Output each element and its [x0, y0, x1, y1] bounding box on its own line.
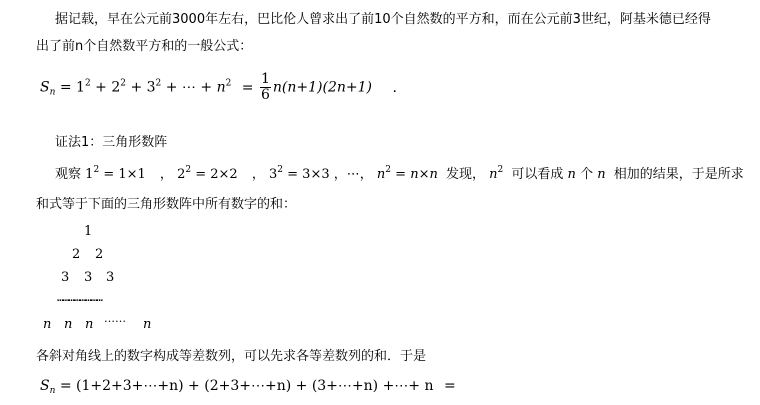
- observation-line-2: 和式等于下面的三角形数阵中所有数字的和：: [36, 197, 297, 212]
- exp: 2: [277, 165, 284, 175]
- formula-equals: =: [59, 79, 72, 96]
- n: n: [567, 167, 576, 182]
- etc-text: ，⋯，: [333, 167, 373, 182]
- n: n: [489, 167, 498, 182]
- term-1: 1: [76, 79, 85, 96]
- exp: 2: [185, 165, 192, 175]
- plus: +: [165, 79, 178, 96]
- formula-body: = (1+2+3+⋯+n) + (2+3+⋯+n) + (3+⋯+n) +⋯+ n: [59, 378, 434, 394]
- found-text: 发现，: [445, 167, 485, 182]
- formula-trailing-equals: =: [443, 378, 456, 394]
- triangle-cell: 3: [84, 270, 93, 285]
- exp: 2: [385, 165, 392, 175]
- exp: 2: [120, 78, 126, 89]
- triangle-cell: 2: [72, 247, 81, 262]
- triangle-cell: n: [85, 317, 94, 332]
- formula-s: S: [40, 378, 50, 394]
- fraction-numerator: 1: [260, 71, 270, 87]
- intro-line-1: 据记载，早在公元前3000年左右，巴比伦人曾求出了前10个自然数的平方和，而在公元前3世纪，阿基米德已经得: [55, 12, 711, 27]
- plus: +: [200, 79, 213, 96]
- exp: 2: [225, 78, 232, 89]
- diagonal-sentence: 各斜对角线上的数字构成等差数列，可以先求各等差数列的和．于是: [36, 349, 427, 364]
- triangle-cell: 3: [61, 270, 70, 285]
- observe-text: 观察: [55, 167, 82, 182]
- term-n: n: [216, 79, 226, 96]
- can-view-text: 可以看成: [511, 167, 564, 182]
- eq3-lhs: 3: [269, 167, 278, 182]
- formula-expanded-sum: [40, 378, 456, 394]
- eq3-rhs: = 3×3: [287, 167, 330, 182]
- plus: +: [95, 79, 107, 96]
- n: n: [376, 167, 386, 182]
- eq2-rhs: = 2×2: [195, 167, 238, 182]
- triangle-cell: n: [64, 317, 73, 332]
- exp: 2: [84, 78, 91, 89]
- term-2: 2: [111, 79, 121, 96]
- triangle-cell: 2: [95, 247, 104, 262]
- formula-s-subscript: n: [49, 386, 56, 396]
- triangle-cell: n: [43, 317, 52, 332]
- triangle-cell: 3: [106, 270, 115, 285]
- plus: +: [130, 79, 143, 96]
- eq1-lhs: 1: [85, 167, 94, 182]
- count-text: 个: [580, 167, 594, 182]
- observation-line-1: 观察 $1^2 = 1\times 1$ ， $2^2 = 2\times 2$ ， $3^2 = 3\times 3$ ，⋯， $n^2 = n\times n$ 发现， $n^2$ 可以看成 n 个 n 相加的结果，于是所求: [55, 165, 744, 182]
- formula-product: n(n+1)(2n+1): [272, 79, 372, 96]
- term-3: 3: [146, 79, 156, 96]
- formula-s: S: [40, 79, 50, 96]
- exp: 2: [497, 165, 504, 175]
- exp: 2: [155, 78, 162, 89]
- triangle-cell: n: [143, 317, 152, 332]
- fraction-one-sixth: [260, 72, 271, 103]
- fraction-denominator: 6: [260, 87, 270, 103]
- formula-equals-2: =: [241, 79, 254, 96]
- intro-line-2: 出了前n个自然数平方和的一般公式：: [36, 39, 253, 54]
- exp: 2: [93, 165, 100, 175]
- formula-period: .: [392, 79, 397, 96]
- formula-sum-of-squares: [40, 72, 397, 103]
- eq1-rhs: = 1×1: [103, 167, 146, 182]
- ellipsis: ⋯: [181, 79, 196, 96]
- eq2-lhs: 2: [177, 167, 186, 182]
- formula-s-subscript: n: [49, 87, 56, 98]
- added-text: 相加的结果，于是所求: [613, 167, 744, 182]
- n: n: [597, 167, 606, 182]
- triangle-cell: 1: [84, 224, 93, 239]
- eqn-rhs: = n×n: [395, 167, 438, 182]
- proof-1-title: 证法1：三角形数阵: [55, 135, 168, 150]
- triangle-ellipsis: ……: [104, 312, 126, 325]
- triangle-dots: ……………………: [57, 291, 102, 304]
